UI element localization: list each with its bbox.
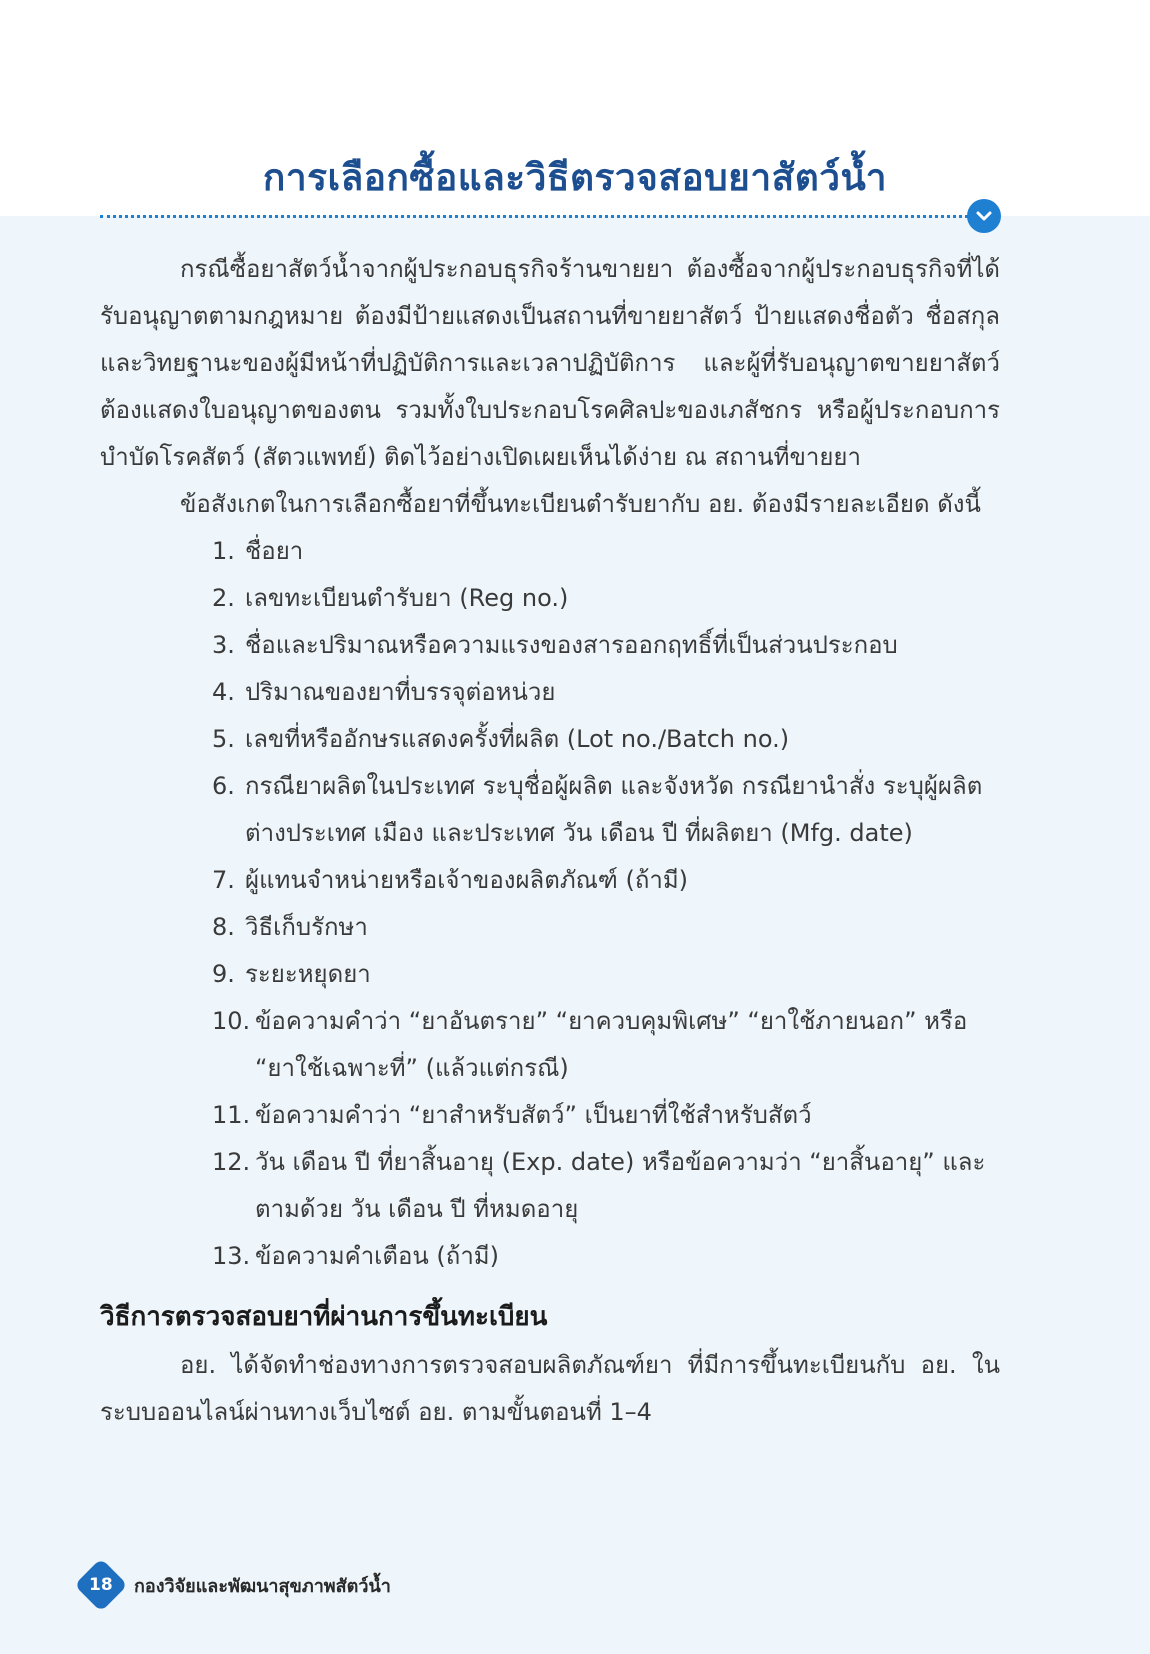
list-item: 3. ชื่อและปริมาณหรือความแรงของสารออกฤทธิ์ที่เป็นส่วนประกอบ xyxy=(212,631,898,659)
list-item: 5. เลขที่หรืออักษรแสดงครั้งที่ผลิต (Lot no./Batch no.) xyxy=(212,725,790,753)
list-item: 12. วัน เดือน ปี ที่ยาสิ้นอายุ (Exp. date) หรือข้อความว่า “ยาสิ้นอายุ” และตามด้วย วัน เดือน ปี ที่หมดอายุ xyxy=(212,1148,986,1223)
main-content xyxy=(100,246,1000,1436)
footer-org-name: กองวิจัยและพัฒนาสุขภาพสัตว์น้ำ xyxy=(134,1575,391,1597)
list-item: 6. กรณียาผลิตในประเทศ ระบุชื่อผู้ผลิต และจังหวัด กรณียานำสั่ง ระบุผู้ผลิตต่างประเทศ เมือง และประเทศ วัน เดือน ปี ที่ผลิตยา (Mfg. date) xyxy=(212,772,983,847)
intro-paragraph: กรณีซื้อยาสัตว์น้ำจากผู้ประกอบธุรกิจร้านขายยา ต้องซื้อจากผู้ประกอบธุรกิจที่ได้รับอนุญาตตามกฎหมาย ต้องมีป้ายแสดงเป็นสถานที่ขายยาสัตว์ ป้ายแสดงชื่อตัว ชื่อสกุล และวิทยฐานะของผู้มีหน้าที่ปฏิบัติการและเวลาปฏิบัติการ และผู้ที่รับอนุญาตขายยาสัตว์ต้องแสดงใบอนุญาตของตน รวมทั้งใบประกอบโรคศิลปะของเภสัชกร หรือผู้ประกอบการบำบัดโรคสัตว์ (สัตวแพทย์) ติดไว้อย่างเปิดเผยเห็นได้ง่าย ณ สถานที่ขายยา xyxy=(100,255,1000,471)
page-title: การเลือกซื้อและวิธีตรวจสอบยาสัตว์น้ำ xyxy=(262,156,888,199)
list-item: 1. ชื่อยา xyxy=(212,537,304,565)
list-item: 9. ระยะหยุดยา xyxy=(212,960,371,988)
list-item: 11. ข้อความคำว่า “ยาสำหรับสัตว์” เป็นยาที่ใช้สำหรับสัตว์ xyxy=(212,1101,812,1129)
list-item: 8. วิธีเก็บรักษา xyxy=(212,913,368,941)
list-item: 2. เลขทะเบียนตำรับยา (Reg no.) xyxy=(212,584,569,612)
section-heading: วิธีการตรวจสอบยาที่ผ่านการขึ้นทะเบียน xyxy=(100,1302,548,1332)
page-number-badge xyxy=(74,1558,128,1612)
title-divider xyxy=(100,215,968,218)
requirements-list xyxy=(100,528,1000,1280)
section-paragraph: อย. ได้จัดทำช่องทางการตรวจสอบผลิตภัณฑ์ยา ที่มีการขึ้นทะเบียนกับ อย. ในระบบออนไลน์ผ่านทางเว็บไซต์ อย. ตามขั้นตอนที่ 1–4 xyxy=(100,1351,1000,1426)
intro-note: ข้อสังเกตในการเลือกซื้อยาที่ขึ้นทะเบียนตำรับยากับ อย. ต้องมีรายละเอียด ดังนี้ xyxy=(180,490,981,518)
list-item: 10. ข้อความคำว่า “ยาอันตราย” “ยาควบคุมพิเศษ” “ยาใช้ภายนอก” หรือ “ยาใช้เฉพาะที่” (แล้วแต่กรณี) xyxy=(212,1007,968,1082)
list-item: 4. ปริมาณของยาที่บรรจุต่อหน่วย xyxy=(212,678,556,706)
page-footer xyxy=(82,1566,391,1604)
chevron-down-icon xyxy=(967,199,1001,233)
list-item: 13. ข้อความคำเตือน (ถ้ามี) xyxy=(212,1242,499,1270)
list-item: 7. ผู้แทนจำหน่ายหรือเจ้าของผลิตภัณฑ์ (ถ้ามี) xyxy=(212,866,689,894)
page-number: 18 xyxy=(89,1574,113,1595)
